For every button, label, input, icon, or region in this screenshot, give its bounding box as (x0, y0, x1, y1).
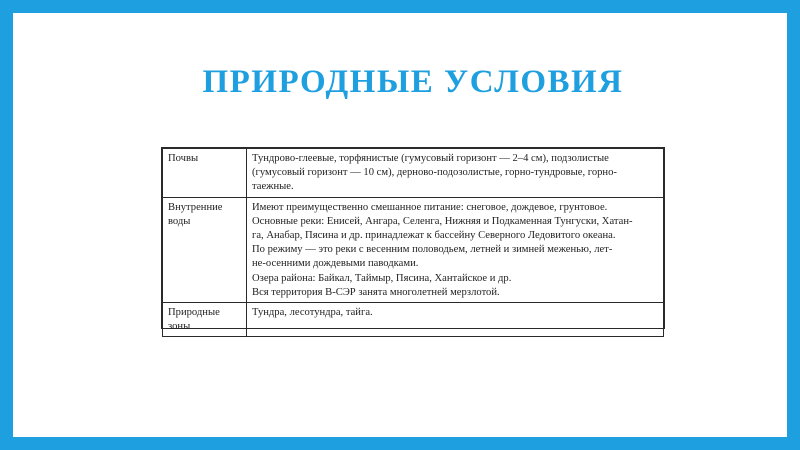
content-line: Озера района: Байкал, Таймыр, Пясина, Хантайское и др. (252, 272, 512, 284)
content-line: Вся территория В-СЭР занята многолетней мерзлотой. (252, 286, 500, 298)
slide-title: ПРИРОДНЫЕ УСЛОВИЯ (202, 64, 624, 100)
content-line: По режиму — это реки с весенним половодьем, летней и зимней меженью, лет- (252, 244, 613, 256)
table-row-inland-waters (163, 197, 664, 302)
table-row-natural-zones (163, 303, 664, 337)
conditions-table-grid (162, 148, 664, 337)
row-content-inland-waters (247, 197, 664, 302)
row-header-line: Природные (168, 307, 220, 319)
row-header-line: зоны (168, 321, 191, 333)
row-content-natural-zones (247, 303, 664, 337)
content-line: не-осенними дождевыми паводками. (252, 258, 419, 270)
row-header-natural-zones (163, 303, 247, 337)
conditions-table (161, 147, 665, 333)
content-line: (гумусовый горизонт — 10 см), дерново-подозолистые, горно-тундровые, горно- (252, 167, 617, 179)
row-header-line: Почвы (168, 153, 199, 164)
content-line: Тундра, лесотундра, тайга. (252, 307, 373, 319)
content-line: Основные реки: Енисей, Ангара, Селенга, Нижняя и Подкаменная Тунгуски, Хатан- (252, 215, 633, 227)
table-row-soils (163, 149, 664, 198)
row-content-soils (247, 149, 664, 198)
content-line: таежные. (252, 181, 294, 193)
content-line: Тундрово-глеевые, торфянистые (гумусовый горизонт — 2–4 см), подзолистые (252, 153, 609, 164)
row-header-line: воды (168, 215, 191, 227)
row-header-soils (163, 149, 247, 198)
content-line: Имеют преимущественно смешанное питание: снеговое, дождевое, грунтовое. (252, 201, 608, 213)
content-line: га, Анабар, Пясина и др. принадлежат к бассейну Северного Ледовитого океана. (252, 230, 616, 242)
row-header-line: Внутренние (168, 201, 223, 213)
row-header-inland-waters (163, 197, 247, 302)
